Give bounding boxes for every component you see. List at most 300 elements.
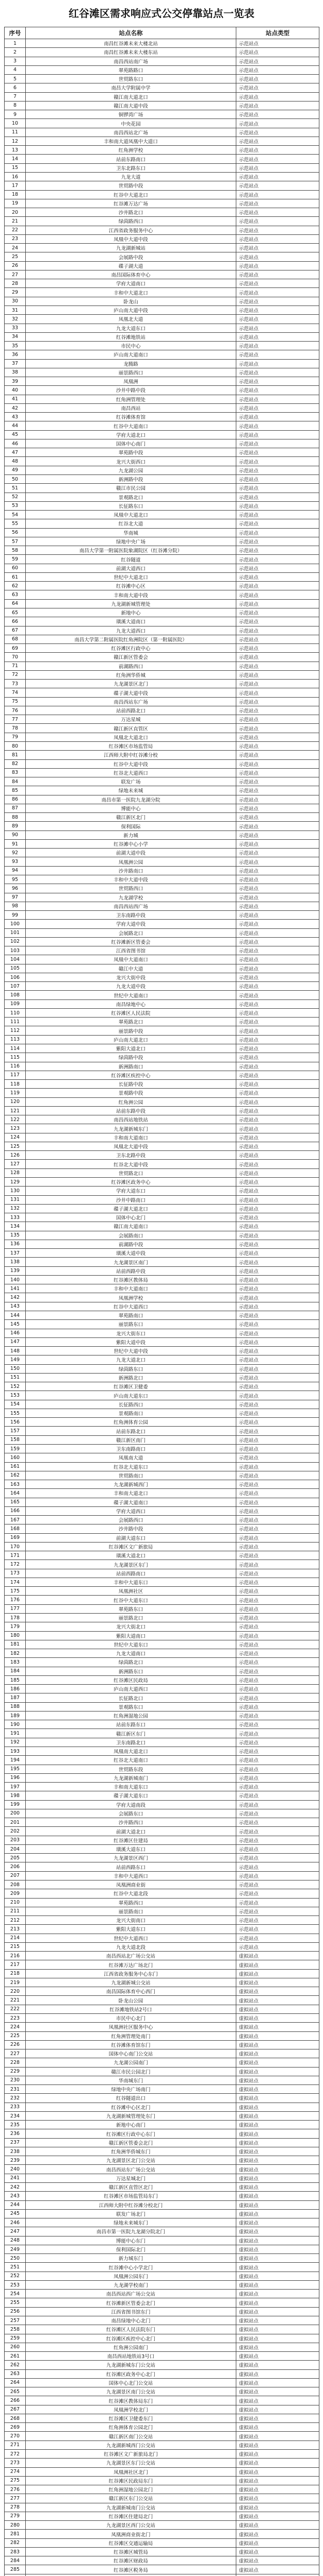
row-index: 132	[5, 1204, 26, 1213]
table-row	[5, 2147, 319, 2156]
row-index: 249	[5, 2245, 26, 2253]
table-row	[5, 448, 319, 457]
table-row	[5, 101, 319, 110]
table-row	[5, 1702, 319, 1711]
row-stop-type: 示范站点	[236, 1614, 319, 1622]
table-row	[5, 1916, 319, 1925]
row-stop-name: 世贸路东段	[26, 1765, 236, 1773]
table-row	[5, 261, 319, 270]
row-index: 108	[5, 991, 26, 999]
row-index: 61	[5, 572, 26, 581]
row-index: 168	[5, 1524, 26, 1533]
row-stop-type: 示范站点	[236, 1080, 319, 1089]
row-stop-type: 虚拟站点	[236, 1987, 319, 1996]
table-row	[5, 2316, 319, 2325]
row-stop-type: 虚拟站点	[236, 2503, 319, 2512]
row-stop-type: 示范站点	[236, 1729, 319, 1738]
row-stop-type: 示范站点	[236, 688, 319, 697]
table-row	[5, 875, 319, 884]
row-stop-type: 示范站点	[236, 190, 319, 199]
table-row	[5, 39, 319, 48]
row-stop-type: 示范站点	[236, 546, 319, 555]
row-stop-name: 世纪中大道中段	[26, 1347, 236, 1355]
row-stop-type: 示范站点	[236, 626, 319, 635]
row-index: 15	[5, 163, 26, 172]
row-stop-name: 新洲路南口	[26, 1062, 236, 1071]
row-stop-type: 示范站点	[236, 617, 319, 626]
row-stop-name: 站前西路北口	[26, 706, 236, 715]
table-row	[5, 359, 319, 368]
row-stop-name: 翠苑路中段	[26, 448, 236, 457]
row-stop-name: 九龙湖景区西门公交站	[26, 2521, 236, 2530]
row-stop-type: 虚拟站点	[236, 1952, 319, 1960]
row-index: 140	[5, 1275, 26, 1284]
row-stop-name: 红谷北大道东口	[26, 1462, 236, 1471]
table-row	[5, 1142, 319, 1150]
row-stop-type: 示范站点	[236, 982, 319, 991]
table-row	[5, 519, 319, 528]
table-row	[5, 155, 319, 163]
table-row	[5, 57, 319, 65]
row-index: 47	[5, 448, 26, 457]
row-index: 144	[5, 1311, 26, 1319]
table-row	[5, 190, 319, 199]
row-index: 227	[5, 2049, 26, 2058]
row-stop-type: 示范站点	[236, 875, 319, 884]
row-index: 215	[5, 1942, 26, 1951]
row-stop-type: 示范站点	[236, 1631, 319, 1640]
row-index: 258	[5, 2325, 26, 2334]
row-stop-type: 示范站点	[236, 920, 319, 928]
row-index: 72	[5, 670, 26, 679]
table-row	[5, 466, 319, 474]
row-stop-type: 示范站点	[236, 39, 319, 48]
row-index: 17	[5, 181, 26, 190]
row-stop-type: 示范站点	[236, 1604, 319, 1613]
table-row	[5, 1427, 319, 1435]
row-stop-type: 虚拟站点	[236, 2013, 319, 2022]
row-index: 39	[5, 377, 26, 386]
row-stop-name: 学府大道南段	[26, 1800, 236, 1809]
row-stop-type: 虚拟站点	[236, 2316, 319, 2325]
row-stop-name: 红谷滩区税务局	[26, 2565, 236, 2574]
table-row	[5, 2423, 319, 2432]
row-stop-name: 凤凰南大道北口	[26, 1747, 236, 1756]
row-stop-type: 示范站点	[236, 680, 319, 688]
table-row	[5, 2547, 319, 2556]
row-stop-type: 示范站点	[236, 155, 319, 163]
row-index: 251	[5, 2263, 26, 2272]
row-stop-name: 九龙湖新城公交站	[26, 1978, 236, 1987]
row-index: 198	[5, 1791, 26, 1800]
row-index: 190	[5, 1720, 26, 1729]
row-stop-name: 红谷滩区政务中心	[26, 1178, 236, 1187]
row-stop-type: 虚拟站点	[236, 1969, 319, 1978]
row-stop-name: 长征路中段	[26, 1080, 236, 1089]
row-stop-name: 丽景路东口	[26, 1320, 236, 1329]
row-index: 100	[5, 920, 26, 928]
table-row	[5, 1844, 319, 1853]
row-stop-type: 虚拟站点	[236, 2343, 319, 2351]
row-stop-type: 示范站点	[236, 1160, 319, 1168]
table-row	[5, 1435, 319, 1444]
table-row	[5, 928, 319, 937]
row-stop-name: 赣江新区管委会	[26, 653, 236, 662]
row-index: 185	[5, 1675, 26, 1684]
row-index: 3	[5, 57, 26, 65]
table-row	[5, 973, 319, 981]
row-index: 159	[5, 1444, 26, 1453]
row-stop-type: 示范站点	[236, 1453, 319, 1462]
row-index: 75	[5, 697, 26, 706]
row-stop-type: 示范站点	[236, 1498, 319, 1506]
row-stop-type: 虚拟站点	[236, 2200, 319, 2209]
row-stop-type: 示范站点	[236, 1640, 319, 1649]
table-row	[5, 1622, 319, 1631]
row-stop-name: 璜溪大道东口	[26, 1844, 236, 1853]
row-index: 208	[5, 1880, 26, 1889]
row-stop-name: 九龙湖新城管理处	[26, 599, 236, 608]
table-row	[5, 75, 319, 83]
row-index: 116	[5, 1062, 26, 1071]
row-index: 26	[5, 261, 26, 270]
table-row	[5, 1151, 319, 1160]
table-row	[5, 172, 319, 181]
table-row	[5, 128, 319, 137]
table-row	[5, 999, 319, 1008]
row-stop-name: 九龙湖新城西门公交站	[26, 2441, 236, 2449]
row-index: 212	[5, 1916, 26, 1925]
row-stop-type: 示范站点	[236, 332, 319, 341]
row-stop-type: 示范站点	[236, 1524, 319, 1533]
row-stop-name: 站前西路中段	[26, 1266, 236, 1275]
table-row	[5, 2521, 319, 2530]
row-stop-type: 示范站点	[236, 234, 319, 243]
row-stop-type: 示范站点	[236, 1685, 319, 1693]
row-index: 125	[5, 1142, 26, 1150]
row-index: 104	[5, 955, 26, 964]
row-stop-name: 世贸路南口	[26, 1471, 236, 1480]
row-stop-name: 九龙湖新城东门公交站	[26, 2361, 236, 2369]
row-index: 158	[5, 1435, 26, 1444]
row-stop-name: 丰和中大道中段	[26, 875, 236, 884]
row-stop-name: 九龙湖景区西门	[26, 1854, 236, 1862]
table-row	[5, 653, 319, 662]
row-stop-type: 虚拟站点	[236, 1978, 319, 1987]
row-stop-name: 绿茵路北口	[26, 1658, 236, 1667]
table-row	[5, 1711, 319, 1720]
row-index: 160	[5, 1453, 26, 1462]
row-stop-name: 江西省图书馆	[26, 946, 236, 955]
row-index: 131	[5, 1195, 26, 1204]
table-row	[5, 1569, 319, 1578]
table-row	[5, 1934, 319, 1942]
row-stop-name: 凤凰洲公园	[26, 857, 236, 866]
row-stop-name: 红谷中大道东口	[26, 1596, 236, 1604]
row-index: 19	[5, 199, 26, 208]
row-stop-type: 示范站点	[236, 670, 319, 679]
row-stop-type: 示范站点	[236, 1916, 319, 1925]
table-row	[5, 163, 319, 172]
row-index: 264	[5, 2378, 26, 2387]
row-stop-type: 虚拟站点	[236, 2369, 319, 2378]
table-row	[5, 964, 319, 973]
row-stop-type: 示范站点	[236, 937, 319, 946]
table-row	[5, 662, 319, 670]
row-index: 206	[5, 1862, 26, 1871]
row-stop-type: 虚拟站点	[236, 2538, 319, 2547]
table-row	[5, 297, 319, 306]
row-index: 285	[5, 2565, 26, 2574]
table-row	[5, 599, 319, 608]
row-stop-type: 虚拟站点	[236, 2183, 319, 2192]
row-stop-type: 示范站点	[236, 528, 319, 537]
table-row	[5, 1942, 319, 1951]
row-stop-type: 示范站点	[236, 83, 319, 92]
row-stop-name: 红谷滩万达广场	[26, 199, 236, 208]
row-stop-name: 红谷滩中心区北门	[26, 2103, 236, 2111]
row-stop-name: 会展路中段	[26, 252, 236, 261]
table-row	[5, 2183, 319, 2192]
table-row	[5, 368, 319, 377]
row-index: 107	[5, 982, 26, 991]
row-stop-type: 虚拟站点	[236, 2467, 319, 2476]
table-row	[5, 2085, 319, 2094]
row-index: 135	[5, 1231, 26, 1240]
row-stop-type: 示范站点	[236, 973, 319, 981]
row-stop-name: 学府大道北口	[26, 430, 236, 439]
row-stop-name: 庐山南大道南口	[26, 350, 236, 359]
row-index: 58	[5, 546, 26, 555]
table-row	[5, 955, 319, 964]
row-stop-type: 虚拟站点	[236, 2432, 319, 2441]
row-stop-name: 站前西路南口	[26, 1569, 236, 1578]
row-index: 60	[5, 564, 26, 572]
row-stop-type: 虚拟站点	[236, 2067, 319, 2076]
row-stop-name: 红谷中大道北段	[26, 1889, 236, 1898]
row-index: 8	[5, 101, 26, 110]
row-stop-name: 凤凰中大道中段	[26, 234, 236, 243]
row-index: 2	[5, 48, 26, 57]
row-index: 124	[5, 1133, 26, 1142]
row-stop-name: 赣江新区直管区北门	[26, 2183, 236, 2192]
table-row	[5, 1071, 319, 1079]
table-row	[5, 1035, 319, 1044]
row-stop-type: 示范站点	[236, 1871, 319, 1880]
row-index: 6	[5, 83, 26, 92]
table-row	[5, 2476, 319, 2485]
row-stop-name: 世纪中大道北口	[26, 572, 236, 581]
row-stop-name: 南昌国际体育中心西门	[26, 1987, 236, 1996]
row-stop-name: 红谷滩区行政中心东门	[26, 2129, 236, 2138]
row-stop-name: 红谷滩区教体局	[26, 1275, 236, 1284]
row-stop-name: 九龙大道中段	[26, 982, 236, 991]
row-stop-type: 虚拟站点	[236, 2512, 319, 2520]
row-stop-name: 前湖路中段	[26, 1240, 236, 1248]
row-index: 16	[5, 172, 26, 181]
row-stop-name: 红角洲华侨城	[26, 670, 236, 679]
row-stop-name: 紫阳大道中段	[26, 1337, 236, 1346]
row-index: 238	[5, 2147, 26, 2156]
table-row	[5, 937, 319, 946]
row-stop-type: 示范站点	[236, 759, 319, 768]
table-row	[5, 1168, 319, 1177]
table-row	[5, 1373, 319, 1382]
row-stop-name: 站前东路中段	[26, 1106, 236, 1115]
row-index: 82	[5, 759, 26, 768]
row-stop-name: 红谷滩区教体局东门	[26, 2396, 236, 2405]
row-stop-name: 红谷滩新区管委会北门	[26, 2298, 236, 2307]
row-stop-type: 示范站点	[236, 822, 319, 831]
row-index: 123	[5, 1124, 26, 1133]
row-stop-name: 南昌西站	[26, 403, 236, 412]
row-stop-type: 示范站点	[236, 359, 319, 368]
row-stop-name	[26, 2574, 236, 2576]
table-row	[5, 1249, 319, 1258]
table-row	[5, 2538, 319, 2547]
row-stop-type: 虚拟站点	[236, 2547, 319, 2556]
row-stop-name: 南昌绿地中心北门	[26, 2316, 236, 2325]
row-index: 112	[5, 1026, 26, 1035]
row-stop-name: 红谷滩区市场监管局东门	[26, 2192, 236, 2200]
row-stop-name: 九龙湖新城南门公交站	[26, 2503, 236, 2512]
row-index: 143	[5, 1302, 26, 1311]
row-stop-type: 虚拟站点	[236, 2031, 319, 2040]
row-stop-name: 庐山南大道西口	[26, 1685, 236, 1693]
table-row	[5, 1195, 319, 1204]
row-stop-name: 九龙湖公园	[26, 466, 236, 474]
row-stop-name: 南昌国际体育中心	[26, 270, 236, 279]
table-row	[5, 1604, 319, 1613]
row-stop-name: 卧龙山公园	[26, 1996, 236, 2005]
row-stop-name: 红谷滩体育馆东门	[26, 2040, 236, 2049]
row-stop-name: 长征路北口	[26, 1693, 236, 1702]
row-index: 214	[5, 1934, 26, 1942]
row-stop-name: 沙井中路中段	[26, 386, 236, 395]
table-row	[5, 493, 319, 501]
row-stop-type: 示范站点	[236, 448, 319, 457]
row-stop-name: 庐山南大道东口	[26, 1391, 236, 1400]
row-stop-type: 虚拟站点	[236, 2521, 319, 2530]
table-row	[5, 2254, 319, 2263]
table-row	[5, 457, 319, 466]
row-stop-type: 示范站点	[236, 163, 319, 172]
row-stop-name: 九龙湖新城管理处东门	[26, 2111, 236, 2120]
row-stop-name: 红谷滩区文广新旅局北门	[26, 2449, 236, 2458]
row-stop-type: 示范站点	[236, 1293, 319, 1302]
row-index: 81	[5, 751, 26, 759]
row-stop-type: 示范站点	[236, 1862, 319, 1871]
row-index: 229	[5, 2067, 26, 2076]
row-index: 224	[5, 2023, 26, 2031]
row-index: 243	[5, 2192, 26, 2200]
table-row	[5, 1106, 319, 1115]
row-stop-name: 九龙湖新城站	[26, 244, 236, 252]
table-row	[5, 430, 319, 439]
row-stop-type: 示范站点	[236, 1124, 319, 1133]
row-stop-name: 沙井路北口	[26, 208, 236, 217]
row-stop-type: 示范站点	[236, 368, 319, 377]
row-index: 163	[5, 1480, 26, 1489]
row-index: 256	[5, 2307, 26, 2316]
row-stop-type: 虚拟站点	[236, 2441, 319, 2449]
row-index: 200	[5, 1809, 26, 1818]
row-index: 59	[5, 555, 26, 564]
row-index: 65	[5, 608, 26, 617]
row-index: 79	[5, 733, 26, 741]
row-stop-name: 南昌红谷滩未来大楼北站	[26, 39, 236, 48]
row-index: 154	[5, 1400, 26, 1409]
row-stop-name: 凤凰北大道北口	[26, 733, 236, 741]
row-stop-type: 示范站点	[236, 1213, 319, 1222]
row-stop-name: 红谷北大道南口	[26, 1756, 236, 1765]
row-index: 67	[5, 626, 26, 635]
table-row	[5, 608, 319, 617]
table-row	[5, 1614, 319, 1622]
row-index: 83	[5, 768, 26, 777]
row-stop-type: 示范站点	[236, 511, 319, 519]
header-row	[5, 27, 319, 39]
row-stop-type: 示范站点	[236, 457, 319, 466]
row-stop-type: 示范站点	[236, 1907, 319, 1916]
row-stop-name: 沙井路西口	[26, 1818, 236, 1827]
row-index: 150	[5, 1364, 26, 1373]
row-stop-type: 示范站点	[236, 1693, 319, 1702]
row-stop-name: 丽景路南口	[26, 1907, 236, 1916]
table-row	[5, 1400, 319, 1409]
row-stop-type: 示范站点	[236, 493, 319, 501]
row-stop-type: 示范站点	[236, 1444, 319, 1453]
row-stop-type: 虚拟站点	[236, 2174, 319, 2182]
table-row	[5, 2530, 319, 2538]
table-row	[5, 2076, 319, 2084]
row-stop-name: 世纪中大道南口	[26, 991, 236, 999]
table-row	[5, 226, 319, 234]
row-stop-name: 丰和南大道北口	[26, 1489, 236, 1498]
row-stop-name: 中央花园	[26, 119, 236, 128]
row-index: 165	[5, 1498, 26, 1506]
row-stop-type: 示范站点	[236, 804, 319, 812]
row-stop-type: 虚拟站点	[236, 2129, 319, 2138]
table-row	[5, 1444, 319, 1453]
table-row	[5, 2441, 319, 2449]
row-stop-name: 赣江中大道	[26, 964, 236, 973]
row-stop-type: 示范站点	[236, 1418, 319, 1427]
row-index: 105	[5, 964, 26, 973]
row-stop-type: 示范站点	[236, 893, 319, 902]
row-stop-type: 示范站点	[236, 288, 319, 297]
row-index: 25	[5, 252, 26, 261]
row-stop-type: 示范站点	[236, 1827, 319, 1836]
row-stop-type: 虚拟站点	[236, 2361, 319, 2369]
row-stop-type: 示范站点	[236, 1756, 319, 1765]
row-stop-name: 站前东路东口	[26, 1720, 236, 1729]
table-row	[5, 2387, 319, 2396]
row-stop-name: 新洲路中段	[26, 475, 236, 484]
row-stop-type: 虚拟站点	[236, 2298, 319, 2307]
row-stop-type: 示范站点	[236, 537, 319, 546]
row-stop-name: 卫东北路东口	[26, 163, 236, 172]
row-index: 95	[5, 875, 26, 884]
table-row	[5, 1969, 319, 1978]
row-stop-name: 绿地中央广场南门	[26, 2085, 236, 2094]
row-stop-name: 翠苑路北口	[26, 1018, 236, 1026]
row-stop-name: 丰和南大道南口	[26, 1133, 236, 1142]
header-stop-name: 站点名称	[26, 27, 236, 39]
row-index: 101	[5, 928, 26, 937]
table-row	[5, 208, 319, 217]
table-row	[5, 1329, 319, 1337]
